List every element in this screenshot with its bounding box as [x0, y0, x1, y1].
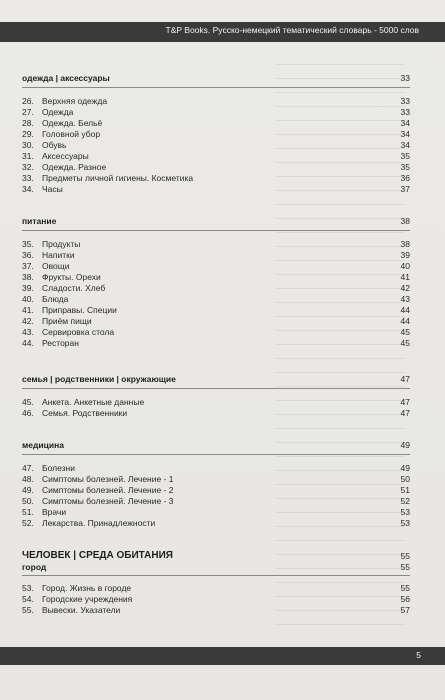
entry-page: 33 [400, 96, 410, 106]
entry-number: 26. [22, 96, 34, 106]
entry-page: 53 [400, 518, 410, 528]
section-rule [22, 575, 410, 576]
entry-page: 43 [400, 294, 410, 304]
footer-page-number: 5 [416, 650, 421, 660]
section-page-number: 33 [400, 73, 410, 83]
entry-number: 53. [22, 583, 34, 593]
toc-entry[interactable] [22, 129, 410, 140]
entry-page: 36 [400, 173, 410, 183]
entry-page: 34 [400, 140, 410, 150]
entry-title: Симптомы болезней. Лечение - 2 [42, 485, 174, 495]
entry-page: 47 [400, 397, 410, 407]
entry-page: 34 [400, 129, 410, 139]
toc-entry[interactable] [22, 583, 410, 594]
toc-entry[interactable] [22, 140, 410, 151]
entry-page: 40 [400, 261, 410, 271]
toc-entry[interactable] [22, 107, 410, 118]
entry-page: 38 [400, 239, 410, 249]
entry-page: 55 [400, 583, 410, 593]
entry-title: Головной убор [42, 129, 101, 139]
entry-title: Вывески. Указатели [42, 605, 121, 615]
entry-number: 32. [22, 162, 34, 172]
section-title: семья | родственники | окружающие [22, 374, 176, 384]
entry-title: Лекарства. Принадлежности [42, 518, 156, 528]
entry-number: 34. [22, 184, 34, 194]
entry-page: 57 [400, 605, 410, 615]
toc-entry[interactable] [22, 283, 410, 294]
entry-number: 30. [22, 140, 34, 150]
toc-entry[interactable] [22, 118, 410, 129]
entry-title: Симптомы болезней. Лечение - 3 [42, 496, 174, 506]
section-rule [22, 388, 410, 389]
entry-page: 41 [400, 272, 410, 282]
entry-title: Приём пищи [42, 316, 92, 326]
entry-number: 52. [22, 518, 34, 528]
toc-entry[interactable] [22, 151, 410, 162]
entry-number: 35. [22, 239, 34, 249]
entry-number: 37. [22, 261, 34, 271]
entry-title: Блюда [42, 294, 69, 304]
toc-entry[interactable] [22, 327, 410, 338]
entry-page: 52 [400, 496, 410, 506]
entry-title: Ресторан [42, 338, 79, 348]
entry-title: Врачи [42, 507, 67, 517]
part-page-number: 55 [400, 551, 410, 561]
entry-number: 40. [22, 294, 34, 304]
section-page-number: 47 [400, 374, 410, 384]
toc-entry[interactable] [22, 261, 410, 272]
part-title: ЧЕЛОВЕК | СРЕДА ОБИТАНИЯ [22, 550, 173, 561]
entry-page: 35 [400, 162, 410, 172]
entry-number: 42. [22, 316, 34, 326]
entry-page: 56 [400, 594, 410, 604]
entry-page: 34 [400, 118, 410, 128]
toc-entry[interactable] [22, 397, 410, 408]
entry-number: 38. [22, 272, 34, 282]
section-title: одежда | аксессуары [22, 73, 110, 83]
entry-number: 48. [22, 474, 34, 484]
entry-page: 45 [400, 338, 410, 348]
toc-entry[interactable] [22, 96, 410, 107]
entry-title: Сервировка стола [42, 327, 115, 337]
entry-title: Одежда. Разное [42, 162, 107, 172]
toc-entry[interactable] [22, 316, 410, 327]
toc-entry[interactable] [22, 294, 410, 305]
entry-title: Болезни [42, 463, 75, 473]
toc-entry[interactable] [22, 507, 410, 518]
section-rule [22, 87, 410, 88]
toc-entry[interactable] [22, 463, 410, 474]
entry-page: 33 [400, 107, 410, 117]
entry-title: Город. Жизнь в городе [42, 583, 132, 593]
toc-entry[interactable] [22, 305, 410, 316]
entry-title: Одежда. Бельё [42, 118, 103, 128]
entry-number: 47. [22, 463, 34, 473]
entry-page: 51 [400, 485, 410, 495]
toc-entry[interactable] [22, 485, 410, 496]
entry-number: 51. [22, 507, 34, 517]
entry-page: 53 [400, 507, 410, 517]
entry-title: Обувь [42, 140, 67, 150]
entry-page: 42 [400, 283, 410, 293]
toc-entry[interactable] [22, 272, 410, 283]
section-page-number: 55 [400, 562, 410, 572]
entry-page: 50 [400, 474, 410, 484]
entry-title: Сладости. Хлеб [42, 283, 106, 293]
toc-entry[interactable] [22, 162, 410, 173]
entry-page: 45 [400, 327, 410, 337]
entry-title: Анкета. Анкетные данные [42, 397, 145, 407]
entry-number: 28. [22, 118, 34, 128]
entry-page: 37 [400, 184, 410, 194]
entry-title: Верхняя одежда [42, 96, 108, 106]
entry-number: 44. [22, 338, 34, 348]
entry-number: 43. [22, 327, 34, 337]
entry-title: Напитки [42, 250, 75, 260]
entry-title: Семья. Родственники [42, 408, 128, 418]
footer-bar [0, 647, 445, 665]
entry-number: 27. [22, 107, 34, 117]
section-title: город [22, 562, 47, 572]
toc-entry[interactable] [22, 594, 410, 605]
toc-entry[interactable] [22, 173, 410, 184]
section-rule [22, 230, 410, 231]
entry-page: 44 [400, 305, 410, 315]
toc-entry[interactable] [22, 338, 410, 349]
toc-entry[interactable] [22, 184, 410, 195]
entry-number: 36. [22, 250, 34, 260]
toc-entry[interactable] [22, 474, 410, 485]
toc-entry[interactable] [22, 408, 410, 419]
entry-title: Часы [42, 184, 63, 194]
entry-page: 39 [400, 250, 410, 260]
section-title: питание [22, 216, 57, 226]
entry-number: 39. [22, 283, 34, 293]
entry-title: Фрукты. Орехи [42, 272, 101, 282]
entry-title: Предметы личной гигиены. Косметика [42, 173, 194, 183]
toc-entry[interactable] [22, 239, 410, 250]
toc-entry[interactable] [22, 250, 410, 261]
entry-title: Приправы. Специи [42, 305, 117, 315]
entry-page: 49 [400, 463, 410, 473]
entry-page: 44 [400, 316, 410, 326]
entry-title: Городские учреждения [42, 594, 133, 604]
entry-number: 31. [22, 151, 34, 161]
entry-number: 45. [22, 397, 34, 407]
entry-page: 47 [400, 408, 410, 418]
entry-number: 49. [22, 485, 34, 495]
running-header-title: T&P Books. Русско-немецкий тематический словарь - 5000 слов [165, 25, 419, 35]
entry-title: Продукты [42, 239, 81, 249]
toc-entry[interactable] [22, 496, 410, 507]
entry-title: Одежда [42, 107, 74, 117]
toc-entry[interactable] [22, 518, 410, 529]
toc-entry[interactable] [22, 605, 410, 616]
entry-number: 33. [22, 173, 34, 183]
entry-number: 54. [22, 594, 34, 604]
section-page-number: 49 [400, 440, 410, 450]
section-page-number: 38 [400, 216, 410, 226]
entry-number: 29. [22, 129, 34, 139]
entry-page: 35 [400, 151, 410, 161]
entry-number: 46. [22, 408, 34, 418]
entry-title: Симптомы болезней. Лечение - 1 [42, 474, 174, 484]
entry-number: 50. [22, 496, 34, 506]
entry-number: 55. [22, 605, 34, 615]
section-rule [22, 454, 410, 455]
entry-title: Аксессуары [42, 151, 89, 161]
entry-number: 41. [22, 305, 34, 315]
section-title: медицина [22, 440, 64, 450]
entry-title: Овощи [42, 261, 70, 271]
